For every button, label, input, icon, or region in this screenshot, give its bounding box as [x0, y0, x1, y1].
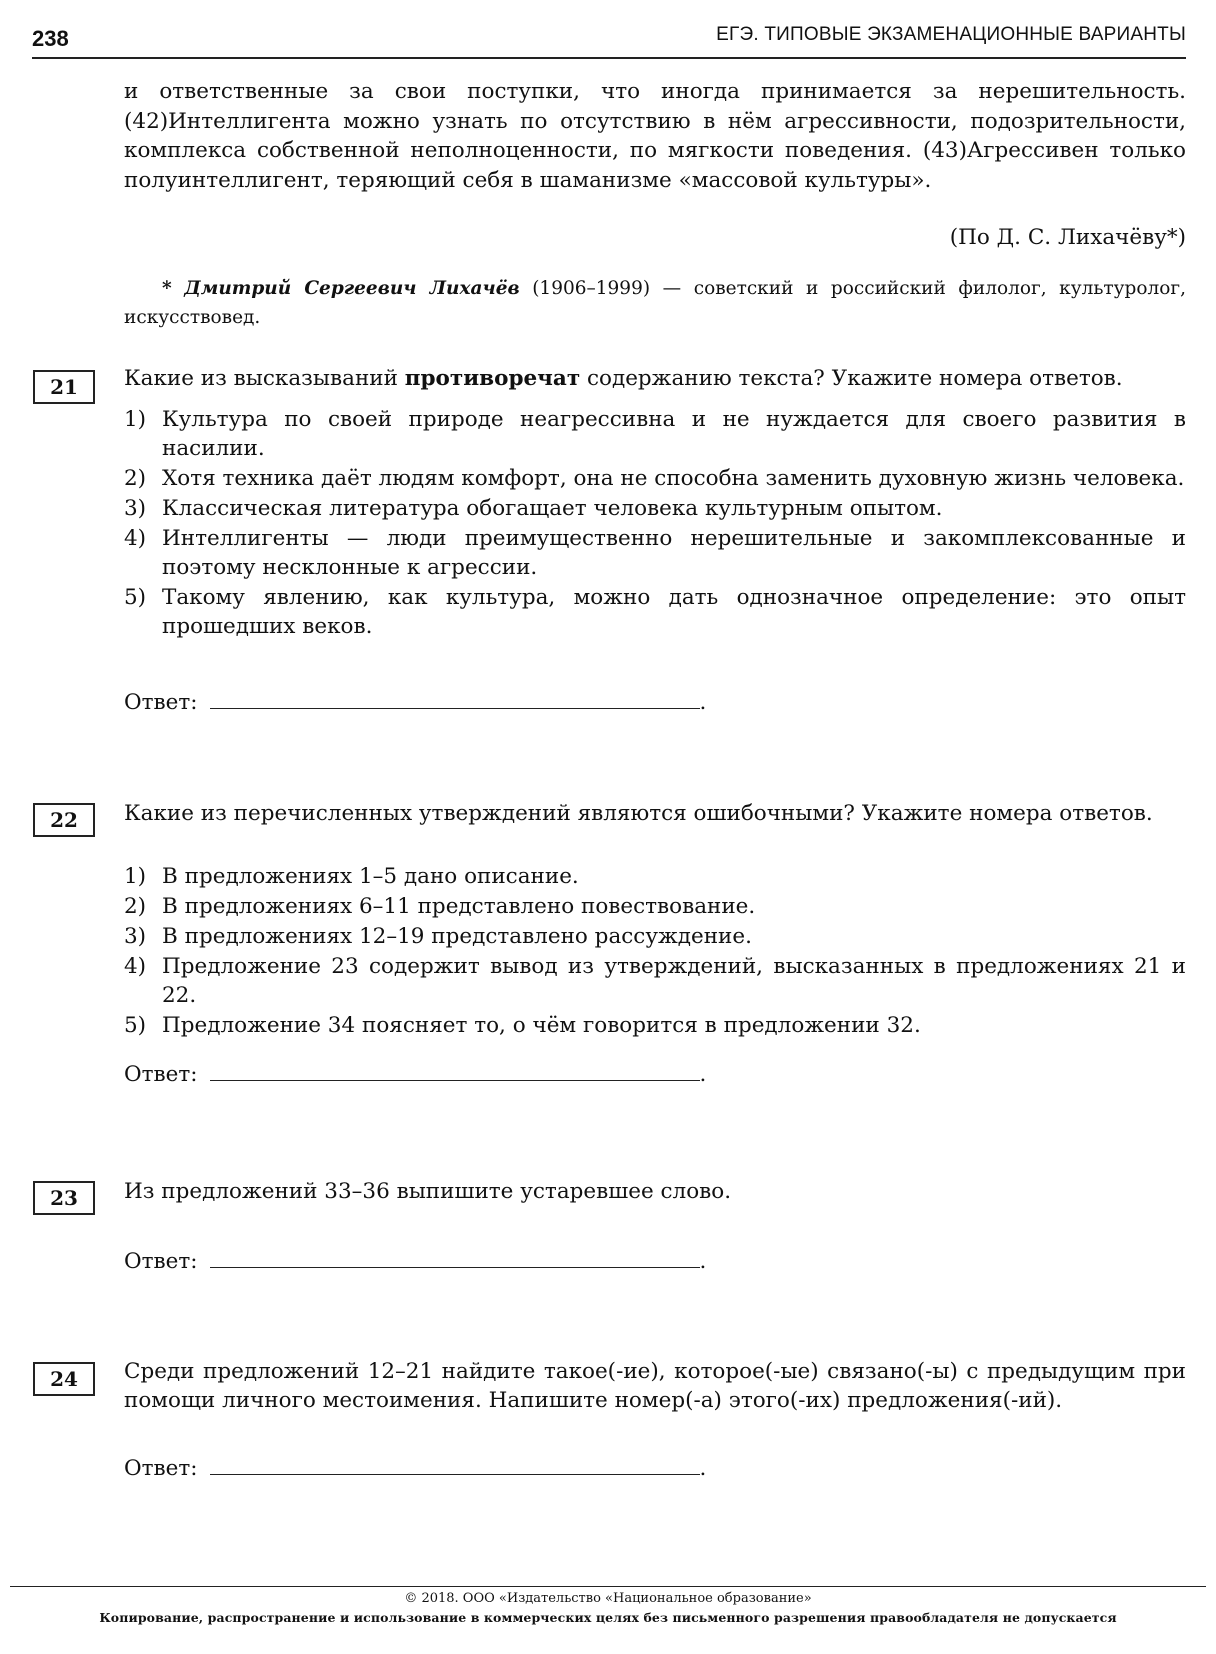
answer-period: . [699, 1456, 707, 1481]
footer-notice: Копирование, распространение и использование в коммерческих целях без письменного разрешения правообладателя не допускается [99, 1610, 1117, 1625]
answer-blank-line[interactable] [210, 1456, 700, 1475]
answer-label: Ответ: [124, 1062, 198, 1087]
option-text: В предложениях 1–5 дано описание. [162, 864, 579, 889]
question-text-start: Какие из высказываний [124, 366, 405, 391]
answer-label: Ответ: [124, 690, 198, 715]
text-continuation: и ответственные за свои поступки, что иногда принимается за нерешительность. (42)Интеллигента можно узнать по отсутствию в нём агрессивности, подозрительности, комплекса собственной неполноценности, по мягкости поведения. (43)Агрессивен только полуинтеллигент, теряющий себя в шаманизме «массовой культуры». [124, 79, 1186, 193]
answer-option [124, 583, 1186, 641]
option-number: 5) [124, 585, 147, 610]
answer-field-24[interactable] [124, 1456, 706, 1481]
answer-label: Ответ: [124, 1249, 198, 1274]
page-number: 238 [32, 26, 69, 51]
answer-option [124, 1011, 1186, 1040]
footer-divider [10, 1586, 1206, 1587]
option-text: В предложениях 6–11 представлено повествование. [162, 894, 756, 919]
task-question [124, 364, 1186, 393]
answer-field-22[interactable] [124, 1062, 706, 1087]
author-footnote [124, 274, 1186, 332]
option-number: 3) [124, 496, 147, 521]
answer-option [124, 922, 1186, 951]
answer-period: . [699, 1062, 707, 1087]
option-text: Культура по своей природе неагрессивна и не нуждается для своего развития в насилии. [162, 407, 1186, 461]
answer-field-21[interactable] [124, 690, 706, 715]
answer-options-list [124, 405, 1186, 642]
footnote-author-name: Дмитрий Сергеевич Лихачёв [184, 278, 520, 299]
task-number-badge: 22 [33, 803, 95, 837]
text-source-signature: (По Д. С. Лихачёву*) [949, 225, 1186, 250]
answer-option [124, 405, 1186, 463]
header-divider [32, 57, 1186, 59]
option-number: 2) [124, 894, 147, 919]
option-text: Хотя техника даёт людям комфорт, она не способна заменить духовную жизнь человека. [162, 466, 1185, 491]
answer-field-23[interactable] [124, 1249, 706, 1274]
option-number: 5) [124, 1013, 147, 1038]
task-number-badge: 24 [33, 1362, 95, 1396]
answer-blank-line[interactable] [210, 690, 700, 709]
task-question: Какие из перечисленных утверждений являются ошибочными? Укажите номера ответов. [124, 801, 1153, 826]
answer-option [124, 494, 1186, 523]
option-number: 1) [124, 864, 147, 889]
option-number: 4) [124, 954, 147, 979]
running-header-title: ЕГЭ. ТИПОВЫЕ ЭКЗАМЕНАЦИОННЫЕ ВАРИАНТЫ [716, 24, 1186, 45]
option-number: 4) [124, 526, 147, 551]
answer-blank-line[interactable] [210, 1062, 700, 1081]
task-question: Из предложений 33–36 выпишите устаревшее слово. [124, 1179, 732, 1204]
question-emphasis: противоречат [404, 366, 581, 391]
answer-option [124, 862, 1186, 891]
answer-option [124, 524, 1186, 582]
option-number: 2) [124, 466, 147, 491]
option-text: Такому явлению, как культура, можно дать однозначное определение: это опыт прошедших веков. [162, 585, 1186, 639]
footnote-star: * [162, 278, 172, 299]
answer-period: . [699, 1249, 707, 1274]
option-text: Интеллигенты — люди преимущественно нерешительные и закомплексованные и поэтому несклонные к агрессии. [162, 526, 1186, 580]
option-text: Предложение 34 поясняет то, о чём говорится в предложении 32. [162, 1013, 921, 1038]
option-text: Предложение 23 содержит вывод из утверждений, высказанных в предложениях 21 и 22. [162, 954, 1186, 1008]
answer-blank-line[interactable] [210, 1249, 700, 1268]
task-number-badge: 23 [33, 1181, 95, 1215]
footer-copyright: © 2018. ООО «Издательство «Национальное образование» [404, 1591, 812, 1606]
option-number: 3) [124, 924, 147, 949]
option-number: 1) [124, 407, 147, 432]
answer-options-list [124, 862, 1186, 1041]
option-text: В предложениях 12–19 представлено рассуждение. [162, 924, 752, 949]
option-text: Классическая литература обогащает человека культурным опытом. [162, 496, 943, 521]
answer-option [124, 892, 1186, 921]
answer-label: Ответ: [124, 1456, 198, 1481]
task-question: Среди предложений 12–21 найдите такое(-ие), которое(-ые) связано(-ы) с предыдущим при помощи личного местоимения. Напишите номер(-а) этого(-их) предложения(-ий). [124, 1359, 1186, 1413]
answer-option [124, 464, 1186, 493]
answer-option [124, 952, 1186, 1010]
footnote-description: (1906–1999) — советский и российский филолог, культуролог, искусствовед. [124, 278, 1186, 328]
answer-period: . [699, 690, 707, 715]
question-text-end: содержанию текста? Укажите номера ответов. [580, 366, 1123, 391]
task-number-badge: 21 [33, 370, 95, 404]
